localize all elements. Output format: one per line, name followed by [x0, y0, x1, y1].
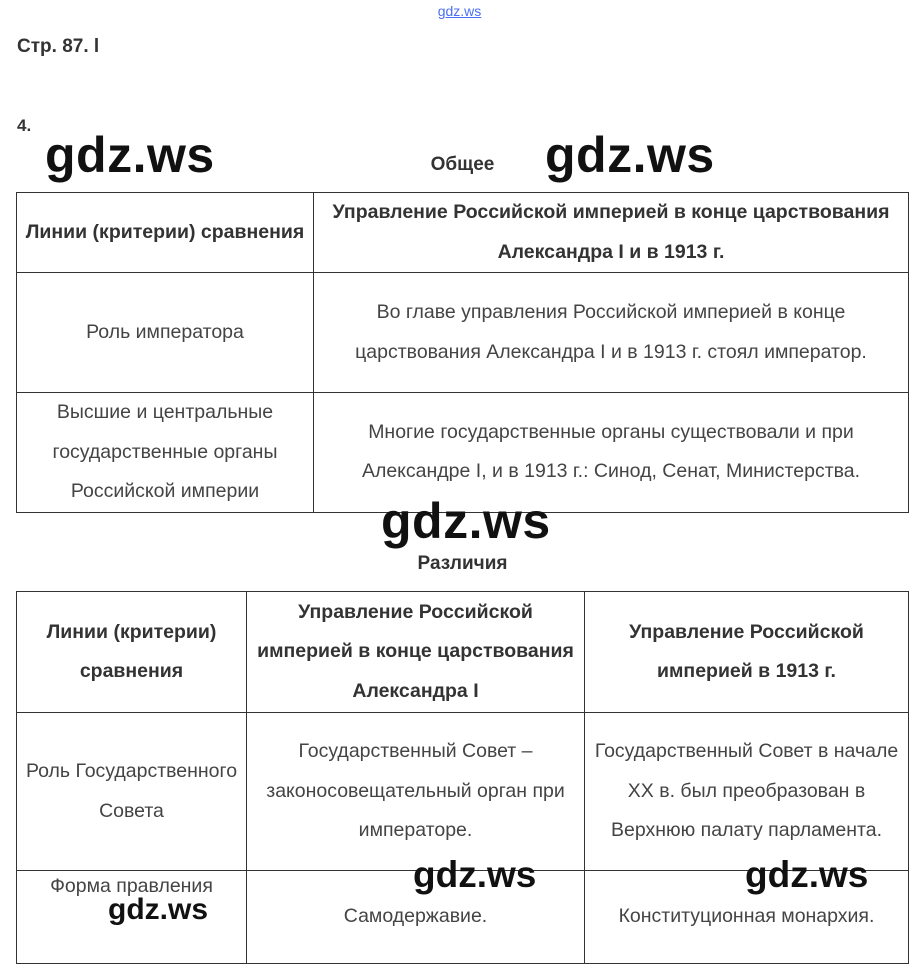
table-row — [17, 713, 909, 871]
1913-cell: Государственный Совет в начале XX в. был преобразован в Верхнюю палату парламента. — [585, 713, 909, 871]
watermark: gdz.ws — [413, 854, 537, 895]
watermark: gdz.ws — [108, 893, 209, 926]
watermark: gdz.ws — [45, 127, 215, 183]
section-title-differences: Различия — [417, 553, 508, 574]
text-cell: Многие государственные органы существовали и при Александре I, и в 1913 г.: Синод, Сенат, Министерства. — [314, 393, 909, 513]
header-subject: Управление Российской империей в конце царствования Александра I и в 1913 г. — [314, 193, 909, 273]
site-link[interactable]: gdz.ws — [437, 3, 482, 19]
header-criteria: Линии (критерии) сравнения — [17, 592, 247, 713]
common-table — [16, 192, 909, 513]
table-row — [17, 273, 909, 393]
header-alexander: Управление Российской империей в конце царствования Александра I — [247, 592, 585, 713]
1913-cell: Конституционная монархия. — [585, 871, 909, 964]
page-reference: Стр. 87. l — [17, 36, 100, 57]
watermark: gdz.ws — [381, 493, 551, 549]
table-header-row — [17, 592, 909, 713]
text-cell: Во главе управления Российской империей в конце царствования Александра I и в 1913 г. стоял император. — [314, 273, 909, 393]
header-criteria: Линии (критерии) сравнения — [17, 193, 314, 273]
alexander-cell: Самодержавие. — [247, 871, 585, 964]
watermark: gdz.ws — [745, 854, 869, 895]
header-1913: Управление Российской империей в 1913 г. — [585, 592, 909, 713]
task-number: 4. — [17, 116, 32, 135]
criterion-cell: Роль императора — [17, 273, 314, 393]
criterion-cell: Форма правления — [17, 871, 247, 964]
table-header-row — [17, 193, 909, 273]
alexander-cell: Государственный Совет – законосовещательный орган при императоре. — [247, 713, 585, 871]
section-title-common: Общее — [430, 154, 495, 175]
criterion-cell: Высшие и центральные государственные органы Российской империи — [17, 393, 314, 513]
criterion-cell: Роль Государственного Совета — [17, 713, 247, 871]
watermark: gdz.ws — [545, 127, 715, 183]
